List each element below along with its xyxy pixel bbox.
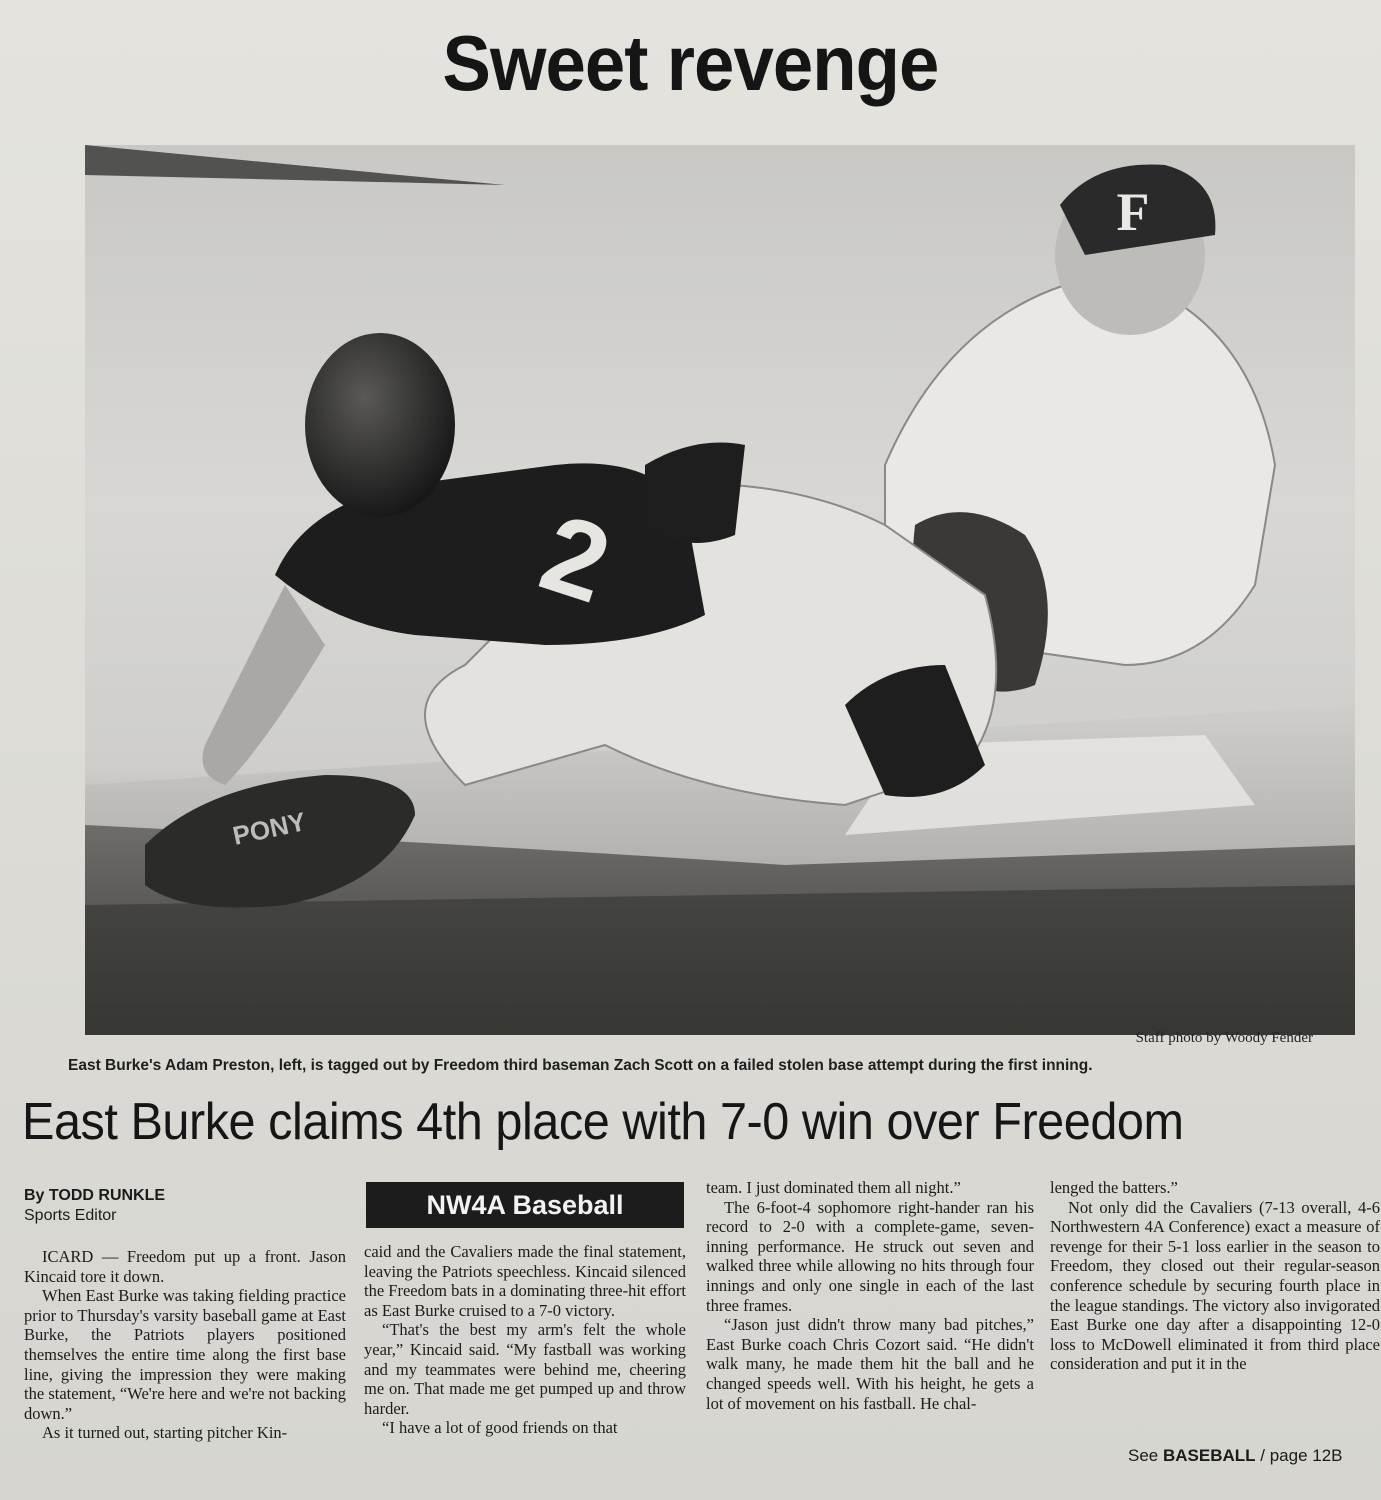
paragraph: “That's the best my arm's felt the whole year,” Kincaid said. “My fastball was working and my teammates were behind me, cheering me on. That made me get pumped up and throw harder. — [364, 1320, 686, 1418]
jump-page: / page 12B — [1260, 1446, 1343, 1465]
story-column-4 — [1050, 1178, 1380, 1374]
shoe-text: PONY — [230, 806, 309, 851]
section-kicker: NW4A Baseball — [366, 1182, 684, 1228]
headline: Sweet revenge — [442, 19, 939, 107]
jersey-number: 2 — [527, 490, 624, 627]
photo-caption: East Burke's Adam Preston, left, is tagged out by Freedom third baseman Zach Scott on a failed stolen base attempt during the first inning. — [68, 1057, 1093, 1074]
photo-credit: Staff photo by Woody Fender — [1135, 1030, 1313, 1046]
byline-name: By TODD RUNKLE — [24, 1187, 166, 1204]
paragraph: The 6-foot-4 sophomore right-hander ran his record to 2-0 with a complete-game, seven-inning performance. He struck out seven and walked three while allowing no hits through four innings and only one single in each of the last three frames. — [706, 1197, 1034, 1315]
byline — [24, 1186, 165, 1226]
paragraph: “Jason just didn't throw many bad pitches,” East Burke coach Chris Cozort said. “He didn't walk many, he made them hit the ball and he changed speeds well. With his height, he gets a lot of movement on his fastball. He chal- — [706, 1315, 1034, 1413]
paragraph: When East Burke was taking fielding practice prior to Thursday's varsity baseball game at East Burke, the Patriots players positioned themselves the entire time along the first base line, giving the impression they were making the statement, “We're here and we're not backing down.” — [24, 1286, 346, 1423]
paragraph: “I have a lot of good friends on that — [382, 1418, 618, 1438]
story-column-3 — [706, 1178, 1034, 1413]
paragraph: team. I just dominated them all night.” — [706, 1178, 961, 1197]
jump-line — [1128, 1446, 1343, 1466]
story-column-1 — [24, 1247, 346, 1443]
jump-prefix: See — [1128, 1446, 1159, 1465]
paragraph: caid and the Cavaliers made the final statement, leaving the Patriots speechless. Kincaid silenced the Freedom bats in a dominating three-hit effort as East Burke cruised to a 7-0 victory. — [364, 1242, 686, 1320]
paragraph: Not only did the Cavaliers (7-13 overall, 4-6 Northwestern 4A Conference) exact a measure of revenge for their 5-1 loss earlier in the season to Freedom, they closed out their regular-season conference schedule by securing fourth place in the league standings. The victory also invigorated East Burke one day after a disappointing 12-0 loss to McDowell eliminated it from third place consideration and put it in the — [1050, 1197, 1380, 1374]
paragraph: ICARD — Freedom put up a front. Jason Kincaid tore it down. — [24, 1247, 346, 1286]
cap-letter: F — [1116, 182, 1150, 242]
paragraph: lenged the batters.” — [1050, 1178, 1178, 1197]
story-column-2 — [364, 1242, 686, 1438]
paragraph: As it turned out, starting pitcher Kin- — [42, 1423, 288, 1443]
game-photo — [85, 145, 1355, 1035]
jump-section: BASEBALL — [1162, 1446, 1256, 1465]
byline-title: Sports Editor — [24, 1207, 117, 1224]
story-headline: East Burke claims 4th place with 7-0 win over Freedom — [22, 1093, 1184, 1151]
